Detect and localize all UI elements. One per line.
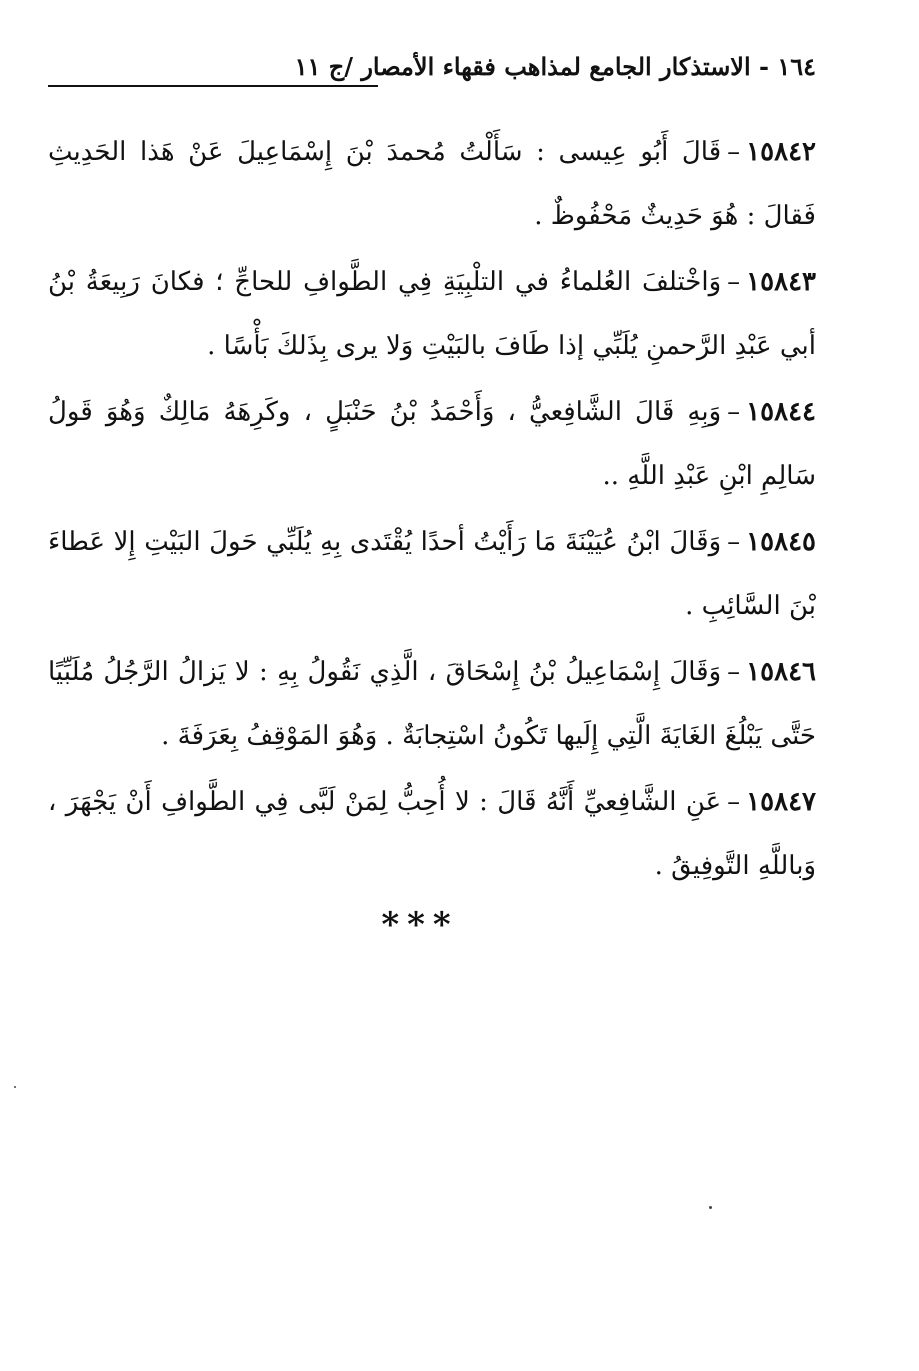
paragraph-text: وَبِهِ قَالَ الشَّافِعيُّ ، وَأَحْمَدُ بْنُ حَنْبَلٍ ، وكَرِهَهُ مَالِكٌ وَهُوَ قَولُ سَالِمِ ابْنِ عَبْدِ اللَّهِ ..: [48, 397, 816, 491]
paragraph-15844: [48, 380, 816, 508]
dash: –: [727, 137, 741, 167]
page-body: [48, 120, 816, 900]
paragraph-15842: [48, 120, 816, 248]
scan-speck: [709, 1206, 712, 1209]
dash: –: [727, 267, 741, 297]
paragraph-text: قَالَ أَبُو عِيسى : سَأَلْتُ مُحمدَ بْنَ إِسْمَاعِيلَ عَنْ هَذا الحَدِيثِ فَقالَ : هُوَ حَدِيثٌ مَحْفُوظٌ .: [48, 137, 816, 231]
dash: –: [727, 787, 741, 817]
dash: –: [727, 657, 741, 687]
paragraph-15843: [48, 250, 816, 378]
paragraph-number: ١٥٨٤٢: [746, 137, 816, 167]
paragraph-text: وَقَالَ إِسْمَاعِيلُ بْنُ إِسْحَاقَ ، الَّذِي نَقُولُ بِهِ : لا يَزالُ الرَّجُلُ مُلَبِّيًا حَتَّى يَبْلُغَ الغَايَةَ الَّتِي إِلَيها تَكُونُ اسْتِجابَةٌ . وَهُوَ المَوْقِفُ بِعَرَفَةَ .: [48, 657, 816, 751]
section-separator: ***: [381, 905, 459, 945]
scan-speck: [14, 1086, 16, 1088]
paragraph-number: ١٥٨٤٦: [746, 657, 816, 687]
paragraph-number: ١٥٨٤٣: [746, 267, 816, 297]
paragraph-number: ١٥٨٤٧: [746, 787, 816, 817]
paragraph-number: ١٥٨٤٤: [746, 397, 816, 427]
dash: –: [727, 527, 741, 557]
paragraph-15847: [48, 770, 816, 898]
running-header: ١٦٤ - الاستذكار الجامع لمذاهب فقهاء الأمصار /ج ١١: [294, 52, 816, 81]
paragraph-15846: [48, 640, 816, 768]
paragraph-text: وَقَالَ ابْنُ عُيَيْنَةَ مَا رَأَيْتُ أحدًا يُقْتَدى بِهِ يُلَبِّي حَولَ البَيْتِ إِلا عَطاءَ بْنَ السَّائِبِ .: [48, 527, 816, 621]
paragraph-15845: [48, 510, 816, 638]
paragraph-text: وَاخْتلفَ العُلماءُ في التلْبِيَةِ فِي الطَّوافِ للحاجِّ ؛ فكانَ رَبِيعَةُ بْنُ أبي عَبْدِ الرَّحمنِ يُلَبِّي إذا طَافَ بالبَيْتِ وَلا يرى بِذَلكَ بَأْسًا .: [48, 267, 816, 361]
paragraph-number: ١٥٨٤٥: [746, 527, 816, 557]
paragraph-text: عَنِ الشَّافِعيِّ أَنَّهُ قَالَ : لا أُحِبُّ لِمَنْ لَبَّى فِي الطَّوافِ أَنْ يَجْهَرَ ، وَباللَّهِ التَّوفِيقُ .: [48, 787, 816, 881]
header-rule: [48, 85, 378, 87]
dash: –: [727, 397, 741, 427]
